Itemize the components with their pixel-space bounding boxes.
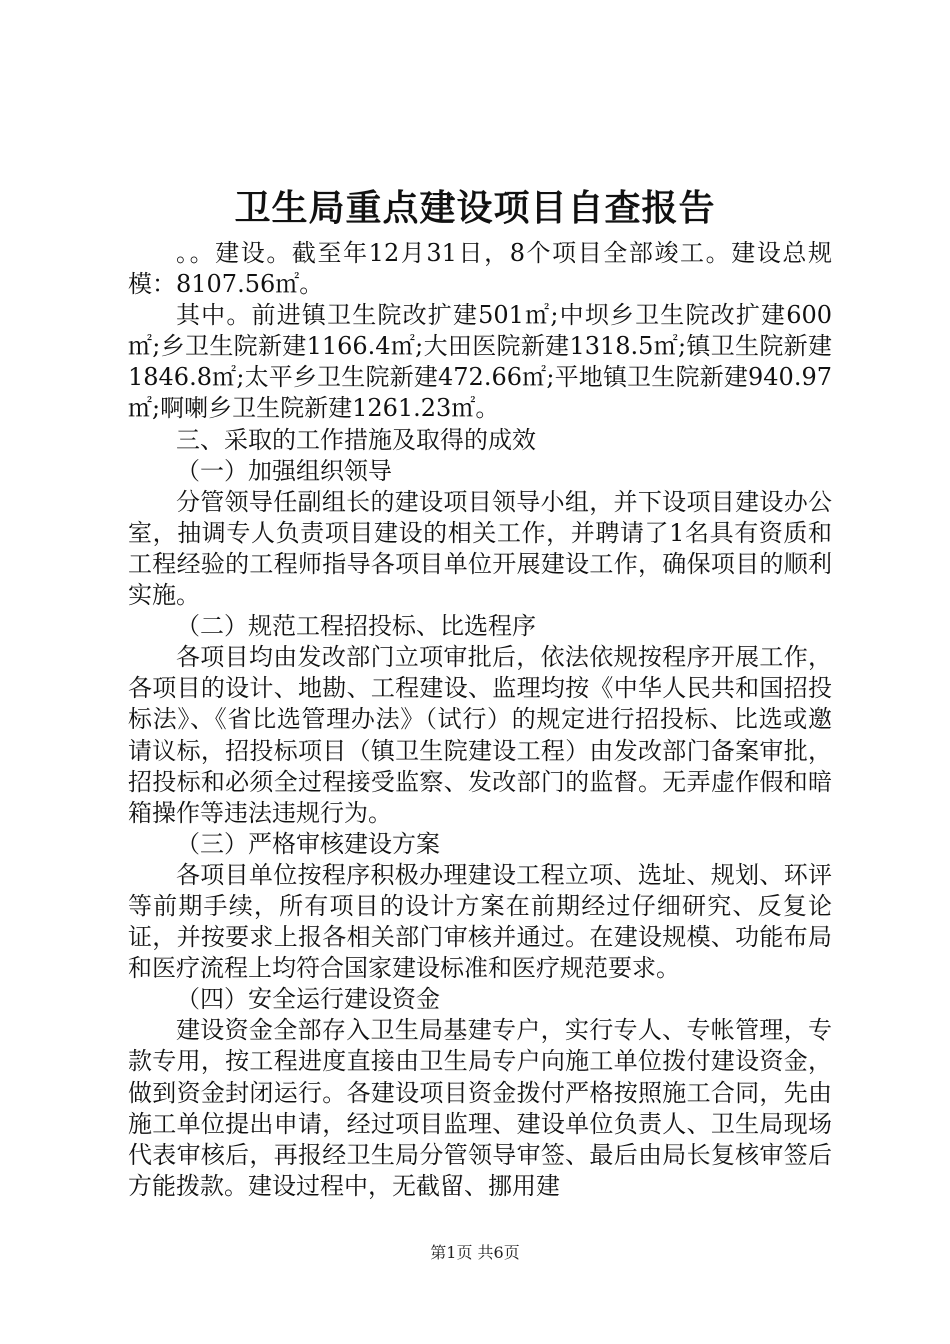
paragraph-bidding: 各项目均由发改部门立项审批后，依法依规按程序开展工作，各项目的设计、地勘、工程建设、监理均按《中华人民共和国招投标法》、《省比选管理办法》（试行）的规定进行招投标、比选或邀请议标，招投标项目（镇卫生院建设工程）由发改部门备案审批，招投标和必须全过程接受监察、发改部门的监督。无弄虚作假和暗箱操作等违法违规行为。 (128, 643, 832, 827)
paragraph-design-review: 各项目单位按程序积极办理建设工程立项、选址、规划、环评等前期手续，所有项目的设计方案在前期经过仔细研究、反复论证，并按要求上报各相关部门审核并通过。在建设规模、功能布局和医疗流程上均符合国家建设标准和医疗规范要求。 (128, 860, 832, 983)
document-body (128, 238, 832, 1202)
subheading-2: （二）规范工程招投标、比选程序 (176, 612, 536, 641)
page-title: 卫生局重点建设项目自查报告 (234, 187, 716, 229)
subheading-4: （四）安全运行建设资金 (176, 985, 440, 1014)
paragraph-2: 其中。前进镇卫生院改扩建501㎡;中坝乡卫生院改扩建600㎡;乡卫生院新建1166.4㎡;大田医院新建1318.5㎡;镇卫生院新建1846.8㎡;太平乡卫生院新建472.66㎡;平地镇卫生院新建940.97㎡;啊喇乡卫生院新建1261.23㎡。 (128, 301, 832, 423)
subheading-1: （一）加强组织领导 (176, 456, 392, 485)
paragraph-organization: 分管领导任副组长的建设项目领导小组，并下设项目建设办公室，抽调专人负责项目建设的相关工作，并聘请了1名具有资质和工程经验的工程师指导各项目单位开展建设工作，确保项目的顺利实施。 (128, 487, 832, 610)
subheading-3: （三）严格审核建设方案 (176, 829, 440, 858)
paragraph-1: 。。建设。截至年12月31日，8个项目全部竣工。建设总规模：8107.56㎡。 (128, 239, 832, 299)
section-heading-3: 三、采取的工作措施及取得的成效 (176, 425, 536, 454)
paragraph-funds: 建设资金全部存入卫生局基建专户，实行专人、专帐管理，专款专用，按工程进度直接由卫生局专户向施工单位拨付建设资金，做到资金封闭运行。各建设项目资金拨付严格按照施工合同，先由施工单位提出申请，经过项目监理、建设单位负责人、卫生局现场代表审核后，再报经卫生局分管领导审签、最后由局长复核审签后方能拨款。建设过程中，无截留、挪用建 (128, 1016, 832, 1200)
page-footer: 第1页 共6页 (430, 1243, 520, 1262)
